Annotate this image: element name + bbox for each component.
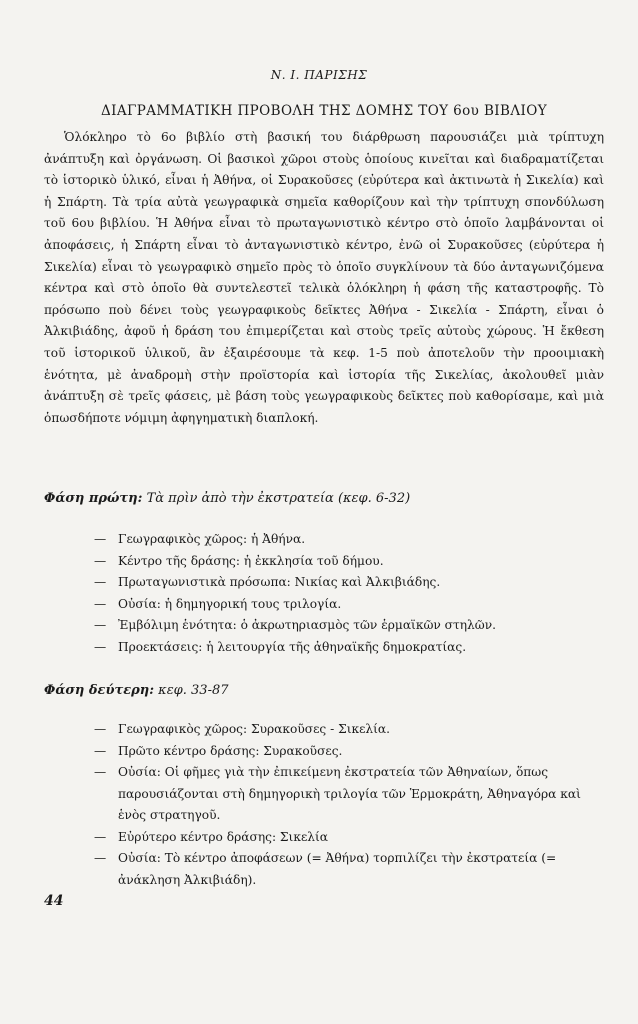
list-item-text: Πρῶτο κέντρο δράσης: Συρακοῦσες.: [118, 743, 343, 758]
list-item: [44, 719, 604, 741]
list-item-text: Γεωγραφικὸς χῶρος: Συρακοῦσες - Σικελία.: [118, 722, 391, 736]
list-item-text: Οὐσία: Τὸ κέντρο ἀποφάσεων (= Ἀθήνα) τορπιλίζει τὴν ἐκστρατεία (= ἀνάκληση Ἀλκιβιάδη).: [118, 851, 557, 887]
list-item-text: Εὐρύτερο κέντρο δράσης: Σικελία: [118, 829, 328, 844]
list-item: [44, 529, 604, 551]
phase-one-list: [44, 529, 604, 658]
intro-paragraph: Ὁλόκληρο τὸ 6ο βιβλίο στὴ βασική του διάρθρωση παρουσιάζει μιὰ τρίπτυχη ἀνάπτυξη καὶ ὀργάνωση. Οἱ βασικοὶ χῶροι στοὺς ὁποίους κινεῖται καὶ διαδραματίζεται τὸ ἱστορικὸ ὑλικό, εἶναι ἡ Ἀθήνα, οἱ Συρακοῦσες (εὐρύτερα καὶ ἀκτινωτὰ ἡ Σικελία) καὶ ἡ Σπάρτη. Τὰ τρία αὐτὰ γεωγραφικὰ σημεῖα καθορίζουν καὶ τὴν τρίπτυχη σπονδύλωση τοῦ 6ου βιβλίου. Ἡ Ἀθήνα εἶναι τὸ πρωταγωνιστικὸ κέντρο στὸ ὁποῖο λαμβάνονται οἱ ἀποφάσεις, ἡ Σπάρτη εἶναι τὸ ἀνταγωνιστικὸ κέντρο, ἐνῶ οἱ Συρακοῦσες (εὐρύτερα ἡ Σικελία) εἶναι τὸ γεωγραφικὸ σημεῖο πρὸς τὸ ὁποῖο συγκλίνουν τὰ δύο ἀνταγωνιζόμενα κέντρα καὶ στὸ ὁποῖο θὰ συντελεστεῖ τελικὰ ὁλόκληρη ἡ φάση τῆς καταστροφῆς. Τὸ πρόσωπο ποὺ δένει τοὺς γεωγραφικοὺς δεῖκτες Ἀθήνα - Σικελία - Σπάρτη, εἶναι ὁ Ἀλκιβιάδης, ἀφοῦ ἡ δράση του ἐπιμερίζεται καὶ στοὺς τρεῖς αὐτοὺς χώρους. Ἡ ἔκθεση τοῦ ἱστορικοῦ ὑλικοῦ, ἂν ἐξαιρέσουμε τὰ κεφ. 1-5 ποὺ ἀποτελοῦν τὴν προοιμιακὴ ἑνότητα, μὲ ἀναδρομὴ στὴν προϊστορία καὶ ἱστορία τῆς Σικελίας, ἀκολουθεῖ μιὰν ἀνάπτυξη σὲ τρεῖς φάσεις, μὲ βάση τοὺς γεωγραφικοὺς δεῖκτες ποὺ καθορίσαμε, καὶ μιὰ ὁπωσδήποτε νόμιμη ἀφηγηματικὴ διαπλοκή.: [44, 130, 604, 425]
running-head: Ν. Ι. ΠΑΡΙΣΗΣ: [270, 68, 368, 82]
phase-one-heading: [44, 491, 604, 506]
list-item: [44, 615, 604, 637]
dash: —: [94, 532, 107, 546]
dash: —: [94, 553, 107, 568]
list-item: [44, 594, 604, 616]
chapter-title: ΔΙΑΓΡΑΜΜΑΤΙΚΗ ΠΡΟΒΟΛΗ ΤΗΣ ΔΟΜΗΣ ΤΟΥ 6ου ΒΙΒΛΙΟΥ: [100, 103, 548, 119]
list-item: [44, 572, 604, 594]
dash: —: [94, 575, 107, 589]
phase-two-heading: [44, 683, 604, 698]
list-item: [44, 551, 604, 573]
list-item: [44, 848, 604, 891]
list-item-text: Ἐμβόλιμη ἑνότητα: ὁ ἀκρωτηριασμὸς τῶν ἑρμαϊκῶν στηλῶν.: [118, 618, 496, 632]
list-item-text: Κέντρο τῆς δράσης: ἡ ἐκκλησία τοῦ δήμου.: [118, 553, 384, 568]
list-item: [44, 741, 604, 763]
list-item-text: Προεκτάσεις: ἡ λειτουργία τῆς ἀθηναϊκῆς δημοκρατίας.: [118, 639, 467, 654]
dash: —: [94, 829, 107, 844]
dash: —: [94, 722, 107, 736]
phase-two-subtitle: κεφ. 33-87: [158, 683, 229, 698]
dash: —: [94, 765, 107, 779]
dash: —: [94, 596, 107, 611]
list-item: [44, 637, 604, 659]
dash: —: [94, 851, 107, 865]
list-item-text: Οὐσία: Οἱ φῆμες γιὰ τὴν ἐπικείμενη ἐκστρατεία τῶν Ἀθηναίων, ὅπως παρουσιάζονται στὴ δημηγορικὴ τριλογία τῶν Ἑρμοκράτη, Ἀθηναγόρα καὶ ἑνὸς στρατηγοῦ.: [118, 765, 581, 822]
page-number: 44: [44, 893, 64, 909]
dash: —: [94, 618, 107, 632]
list-item: [44, 762, 604, 827]
phase-two-label: Φάση δεύτερη:: [44, 683, 155, 698]
dash: —: [94, 743, 107, 758]
list-item-text: Πρωταγωνιστικὰ πρόσωπα: Νικίας καὶ Ἀλκιβιάδης.: [118, 575, 441, 589]
phase-two-list: [44, 719, 604, 891]
phase-one-subtitle: Τὰ πρὶν ἀπὸ τὴν ἐκστρατεία (κεφ. 6-32): [146, 491, 411, 506]
dash: —: [94, 639, 107, 654]
list-item-text: Γεωγραφικὸς χῶρος: ἡ Ἀθήνα.: [118, 532, 306, 546]
list-item-text: Οὐσία: ἡ δημηγορική τους τριλογία.: [118, 596, 342, 611]
phase-one-label: Φάση πρώτη:: [44, 491, 143, 506]
list-item: [44, 827, 604, 849]
